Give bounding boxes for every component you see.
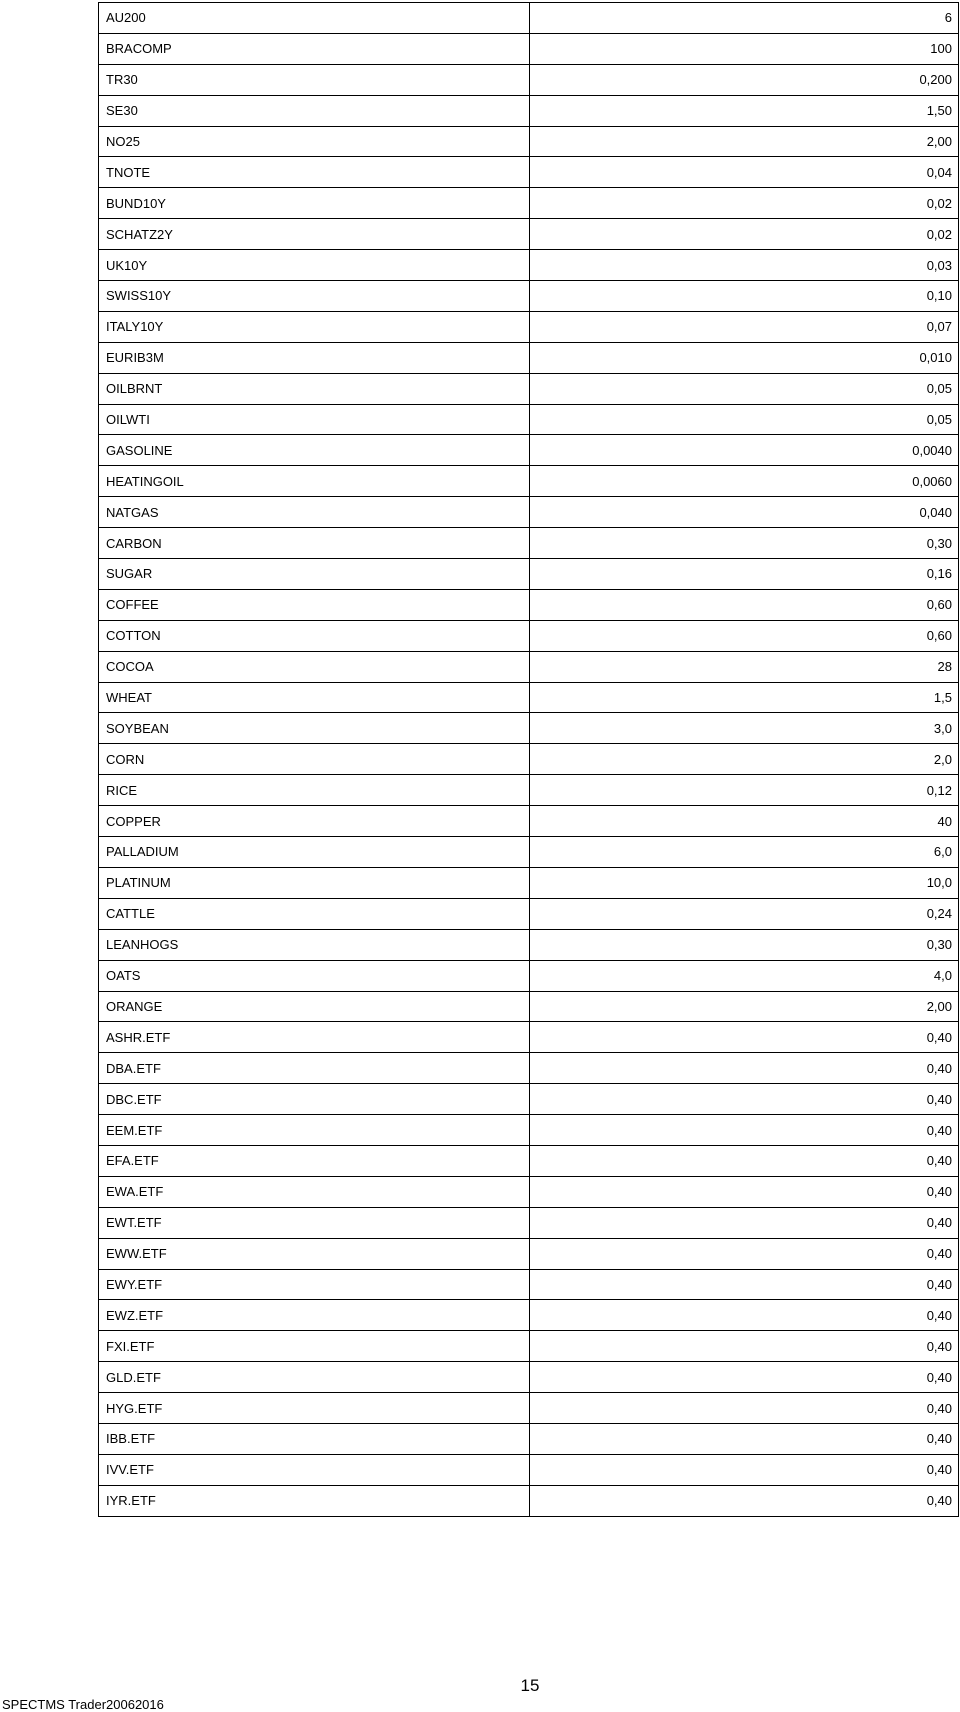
symbol-cell: COTTON: [99, 620, 530, 651]
symbol-cell: WHEAT: [99, 682, 530, 713]
symbol-cell: AU200: [99, 3, 530, 34]
value-cell: 0,40: [530, 1084, 959, 1115]
value-cell: 0,16: [530, 559, 959, 590]
symbol-cell: EFA.ETF: [99, 1145, 530, 1176]
table-row: [99, 867, 959, 898]
value-cell: 0,04: [530, 157, 959, 188]
symbol-cell: EWT.ETF: [99, 1207, 530, 1238]
value-cell: 0,40: [530, 1238, 959, 1269]
symbol-cell: GASOLINE: [99, 435, 530, 466]
symbol-cell: CATTLE: [99, 898, 530, 929]
symbol-cell: NATGAS: [99, 497, 530, 528]
value-cell: 0,07: [530, 311, 959, 342]
symbol-cell: RICE: [99, 775, 530, 806]
symbol-cell: TNOTE: [99, 157, 530, 188]
symbol-cell: ITALY10Y: [99, 311, 530, 342]
symbol-cell: EEM.ETF: [99, 1115, 530, 1146]
value-cell: 0,40: [530, 1053, 959, 1084]
value-cell: 0,40: [530, 1115, 959, 1146]
symbol-cell: OILWTI: [99, 404, 530, 435]
value-cell: 0,200: [530, 64, 959, 95]
value-cell: 0,10: [530, 281, 959, 312]
table-row: [99, 435, 959, 466]
table-row: [99, 1053, 959, 1084]
value-cell: 0,40: [530, 1300, 959, 1331]
table-row: [99, 1022, 959, 1053]
table-row: [99, 1269, 959, 1300]
table-row: [99, 1454, 959, 1485]
value-cell: 2,00: [530, 991, 959, 1022]
value-cell: 1,50: [530, 95, 959, 126]
symbol-cell: SE30: [99, 95, 530, 126]
table-row: [99, 775, 959, 806]
table-row: [99, 960, 959, 991]
value-cell: 10,0: [530, 867, 959, 898]
value-cell: 0,02: [530, 219, 959, 250]
table-row: [99, 33, 959, 64]
table-row: [99, 1300, 959, 1331]
value-cell: 0,40: [530, 1022, 959, 1053]
value-cell: 0,30: [530, 528, 959, 559]
symbol-cell: COFFEE: [99, 589, 530, 620]
table-row: [99, 95, 959, 126]
table-row: [99, 497, 959, 528]
table-row: [99, 404, 959, 435]
symbol-cell: EWW.ETF: [99, 1238, 530, 1269]
table-row: [99, 466, 959, 497]
symbol-cell: TR30: [99, 64, 530, 95]
value-cell: 0,12: [530, 775, 959, 806]
value-cell: 0,40: [530, 1207, 959, 1238]
instrument-table: [98, 2, 959, 1517]
symbol-cell: EWA.ETF: [99, 1176, 530, 1207]
table-row: [99, 713, 959, 744]
symbol-cell: SWISS10Y: [99, 281, 530, 312]
symbol-cell: BUND10Y: [99, 188, 530, 219]
value-cell: 0,40: [530, 1423, 959, 1454]
symbol-cell: SCHATZ2Y: [99, 219, 530, 250]
symbol-cell: DBC.ETF: [99, 1084, 530, 1115]
table-row: [99, 682, 959, 713]
table-row: [99, 837, 959, 868]
table-row: [99, 3, 959, 34]
symbol-cell: PALLADIUM: [99, 837, 530, 868]
table-row: [99, 311, 959, 342]
table-row: [99, 991, 959, 1022]
symbol-cell: IVV.ETF: [99, 1454, 530, 1485]
symbol-cell: EURIB3M: [99, 342, 530, 373]
table-row: [99, 806, 959, 837]
value-cell: 0,40: [530, 1145, 959, 1176]
value-cell: 4,0: [530, 960, 959, 991]
symbol-cell: PLATINUM: [99, 867, 530, 898]
table-row: [99, 1084, 959, 1115]
value-cell: 0,03: [530, 250, 959, 281]
symbol-cell: OILBRNT: [99, 373, 530, 404]
value-cell: 100: [530, 33, 959, 64]
value-cell: 6,0: [530, 837, 959, 868]
value-cell: 0,40: [530, 1393, 959, 1424]
instrument-table-body: [99, 3, 959, 1517]
page-number: 15: [520, 1676, 540, 1695]
value-cell: 0,40: [530, 1485, 959, 1516]
value-cell: 1,5: [530, 682, 959, 713]
table-row: [99, 1238, 959, 1269]
symbol-cell: OATS: [99, 960, 530, 991]
table-row: [99, 188, 959, 219]
symbol-cell: CORN: [99, 744, 530, 775]
table-row: [99, 1176, 959, 1207]
symbol-cell: COCOA: [99, 651, 530, 682]
table-row: [99, 1207, 959, 1238]
value-cell: 0,0060: [530, 466, 959, 497]
value-cell: 3,0: [530, 713, 959, 744]
table-row: [99, 157, 959, 188]
symbol-cell: EWY.ETF: [99, 1269, 530, 1300]
value-cell: 0,40: [530, 1176, 959, 1207]
table-row: [99, 929, 959, 960]
symbol-cell: GLD.ETF: [99, 1362, 530, 1393]
symbol-cell: HYG.ETF: [99, 1393, 530, 1424]
table-row: [99, 373, 959, 404]
table-row: [99, 281, 959, 312]
table-row: [99, 1362, 959, 1393]
symbol-cell: ASHR.ETF: [99, 1022, 530, 1053]
table-row: [99, 651, 959, 682]
value-cell: 0,010: [530, 342, 959, 373]
value-cell: 6: [530, 3, 959, 34]
table-row: [99, 898, 959, 929]
value-cell: 40: [530, 806, 959, 837]
value-cell: 0,40: [530, 1362, 959, 1393]
symbol-cell: CARBON: [99, 528, 530, 559]
symbol-cell: IBB.ETF: [99, 1423, 530, 1454]
value-cell: 0,40: [530, 1331, 959, 1362]
symbol-cell: NO25: [99, 126, 530, 157]
value-cell: 28: [530, 651, 959, 682]
symbol-cell: DBA.ETF: [99, 1053, 530, 1084]
value-cell: 0,040: [530, 497, 959, 528]
table-row: [99, 1423, 959, 1454]
symbol-cell: BRACOMP: [99, 33, 530, 64]
symbol-cell: HEATINGOIL: [99, 466, 530, 497]
value-cell: 0,40: [530, 1454, 959, 1485]
table-row: [99, 528, 959, 559]
table-row: [99, 64, 959, 95]
table-row: [99, 744, 959, 775]
symbol-cell: FXI.ETF: [99, 1331, 530, 1362]
table-row: [99, 126, 959, 157]
value-cell: 0,40: [530, 1269, 959, 1300]
symbol-cell: SOYBEAN: [99, 713, 530, 744]
value-cell: 0,60: [530, 620, 959, 651]
symbol-cell: LEANHOGS: [99, 929, 530, 960]
table-row: [99, 250, 959, 281]
value-cell: 0,05: [530, 373, 959, 404]
value-cell: 0,05: [530, 404, 959, 435]
table-row: [99, 1145, 959, 1176]
table-row: [99, 620, 959, 651]
table-row: [99, 219, 959, 250]
table-row: [99, 589, 959, 620]
value-cell: 0,02: [530, 188, 959, 219]
value-cell: 2,00: [530, 126, 959, 157]
value-cell: 0,60: [530, 589, 959, 620]
symbol-cell: IYR.ETF: [99, 1485, 530, 1516]
value-cell: 2,0: [530, 744, 959, 775]
table-row: [99, 1331, 959, 1362]
table-row: [99, 1485, 959, 1516]
symbol-cell: EWZ.ETF: [99, 1300, 530, 1331]
symbol-cell: SUGAR: [99, 559, 530, 590]
document-name: SPECTMS Trader20062016: [2, 1697, 164, 1712]
value-cell: 0,0040: [530, 435, 959, 466]
value-cell: 0,24: [530, 898, 959, 929]
symbol-cell: COPPER: [99, 806, 530, 837]
symbol-cell: ORANGE: [99, 991, 530, 1022]
table-row: [99, 1393, 959, 1424]
table-row: [99, 342, 959, 373]
symbol-cell: UK10Y: [99, 250, 530, 281]
table-row: [99, 1115, 959, 1146]
value-cell: 0,30: [530, 929, 959, 960]
table-row: [99, 559, 959, 590]
